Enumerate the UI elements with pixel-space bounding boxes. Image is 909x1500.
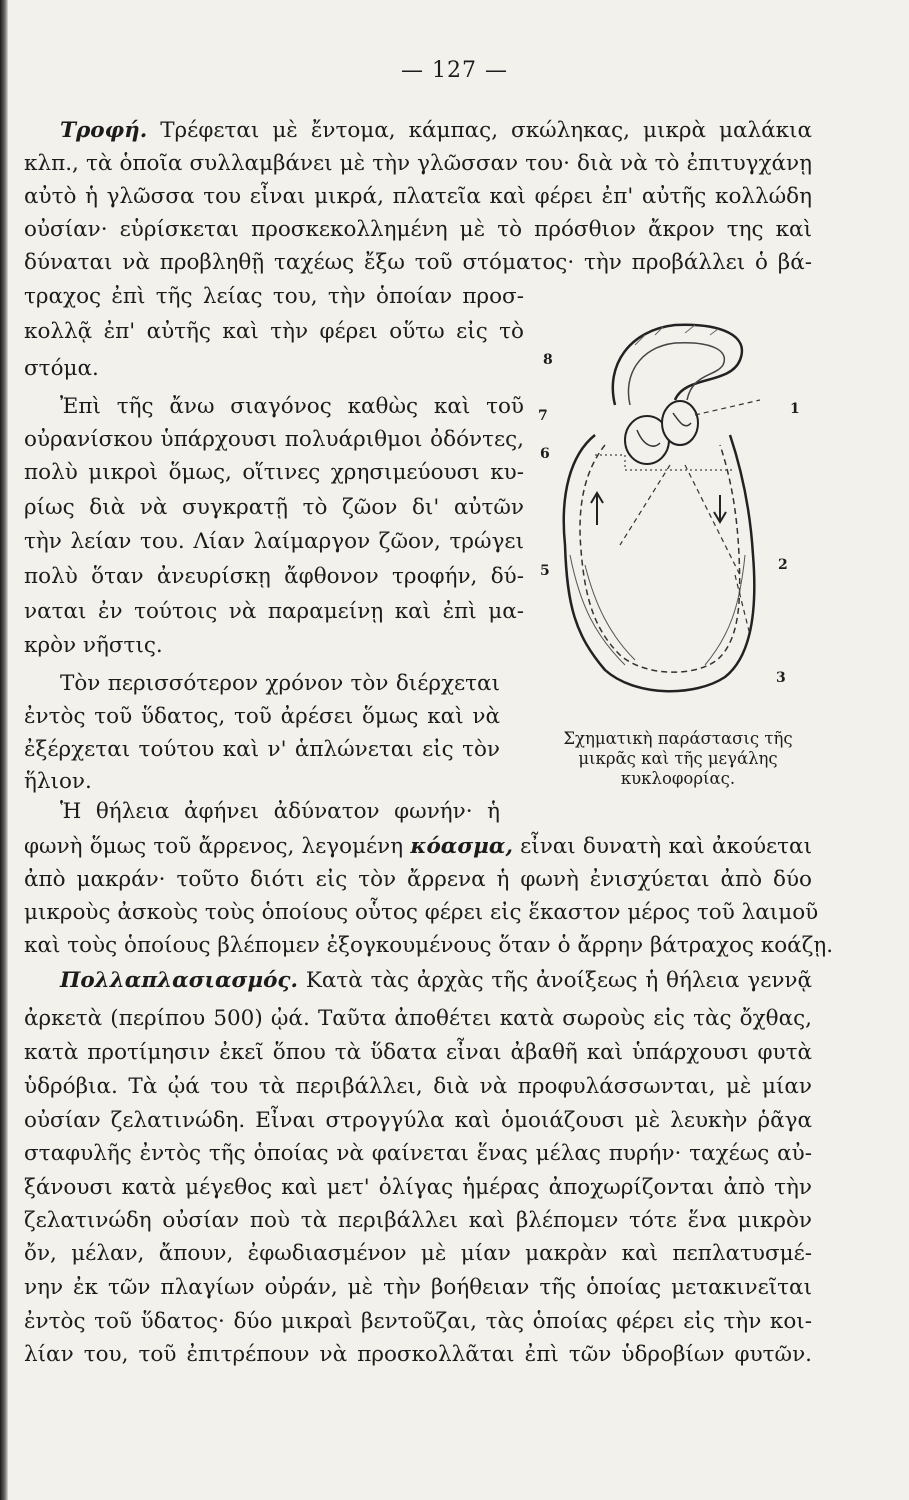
para4-line-1-text-b: εἶναι δυνατὴ καὶ ἀκούεται [512, 834, 813, 859]
page-number: — 127 — [401, 58, 508, 83]
para5-line-8: ὄν, μέλαν, ἄπουν, ἐφωδιασμένον μὲ μίαν μακρὰν καὶ πεπλατυσμέ- [24, 1241, 812, 1266]
flow-arrows [591, 493, 726, 525]
figure-label-2: 2 [778, 557, 788, 573]
page-edge [0, 0, 8, 1500]
para5-first-line-text: Κατὰ τὰς ἀρχὰς τῆς ἀνοίξεως ἡ θήλεια γεννᾷ [305, 968, 813, 993]
para4-line-0: Ἡ θήλεια ἀφήνει ἀδύνατον φωνήν· ἡ [60, 799, 500, 824]
para3-line-3: ἥλιον. [24, 769, 92, 794]
para2-line-4: τὴν λείαν του. Λίαν λαίμαργον ζῶον, τρώγει [24, 529, 524, 554]
para2-line-3: ρίως διὰ νὰ συγκρατῇ τὸ ζῶον δι' αὐτῶν [24, 495, 524, 520]
para2-line-2: πολὺ μικροὶ ὅμως, οἵτινες χρησιμεύουσι κυ- [24, 460, 524, 485]
para4-line-4: καὶ τοὺς ὁποίους βλέπομεν ἐξογκουμένους ὅταν ὁ ἄρρην βάτραχος κοάζῃ. [24, 933, 834, 958]
para2-line-1: οὐρανίσκου ὑπάρχουσι πολυάριθμοι ὀδόντες, [24, 427, 524, 452]
section-heading-pollaplasiasmos: Πολλαπλασιασμός. [60, 968, 299, 993]
systemic-loop-inner [580, 445, 740, 672]
para1-first-line-text: Τρέφεται μὲ ἔντομα, κάμπας, σκώληκας, μικρὰ μαλάκια [160, 118, 812, 143]
para5-line-11: λίαν του, τοῦ ἐπιτρέπουν νὰ προσκολλᾶται ἐπὶ τῶν ὑδροβίων φυτῶν. [24, 1342, 812, 1367]
figure-label-6: 6 [540, 446, 550, 462]
para3-line-1: ἐντὸς τοῦ ὕδατος, τοῦ ἀρέσει ὅμως καὶ νὰ [24, 704, 500, 729]
para5-line-4: οὐσίαν ζελατινώδη. Εἶναι στρογγύλα καὶ ὁμοιάζουσι μὲ λευκὴν ῥᾶγα [24, 1108, 812, 1133]
systemic-loop-hatch [570, 555, 745, 665]
para2-line-7: κρὸν νῆστις. [24, 633, 163, 658]
para2-line-5: πολὺ ὅταν ἀνευρίσκῃ ἄφθονον τροφήν, δύ- [24, 564, 524, 589]
inner-circuit [595, 455, 735, 470]
para5-line-7: ζελατινώδη οὐσίαν ποὺ τὰ περιβάλλει καὶ βλέπομεν τότε ἕνα μικρὸν [24, 1208, 812, 1233]
para4-line-2: ἀπὸ μακράν· τοῦτο διότι εἰς τὸν ἄρρενα ἡ φωνὴ ἐνισχύεται ἀπὸ δύο [24, 867, 812, 892]
figure-label-3: 3 [776, 670, 786, 686]
para4-line-1 [24, 833, 812, 861]
para2-line-6: ναται ἐν τούτοις νὰ παραμείνῃ καὶ ἐπὶ μα- [24, 599, 524, 624]
figure-caption-line-1: μικρᾶς καὶ τῆς μεγάλης [578, 749, 778, 768]
systemic-loop [564, 435, 755, 691]
para5-line-2: κατὰ προτίμησιν ἐκεῖ ὅπου τὰ ὕδατα εἶναι ἀβαθῆ καὶ ὑπάρχουσι φυτὰ [24, 1040, 812, 1065]
term-koasma: κόασμα, [410, 834, 513, 859]
para4-line-1-text-a: φωνὴ ὅμως τοῦ ἄρρενος, λεγομένη [24, 834, 411, 859]
figure-caption-line-0: Σχηματικὴ παράστασις τῆς [563, 729, 793, 748]
para1-line-4: δύναται νὰ προβληθῇ ταχέως ἔξω τοῦ στόματος· τὴν προβάλλει ὁ βά- [24, 250, 812, 275]
para4-line-3: μικροὺς ἀσκοὺς τοὺς ὁποίους οὗτος φέρει εἰς ἕκαστον μέρος τοῦ λαιμοῦ [24, 900, 819, 925]
para1-line-2: αὐτὸ ἡ γλῶσσα του εἶναι μικρά, πλατεῖα καὶ φέρει ἐπ' αὐτῆς κολλώδη [24, 184, 812, 209]
para5-line-3: ὑδρόβια. Τὰ ᾠά του τὰ περιβάλλει, διὰ νὰ προφυλάσσωνται, μὲ μίαν [24, 1074, 812, 1099]
figure-caption-line-2: κυκλοφορίας. [620, 769, 736, 788]
para5-line-0 [60, 967, 812, 995]
circulation-diagram [535, 305, 830, 725]
figure-label-8: 8 [543, 352, 553, 368]
para5-line-9: νην ἐκ τῶν πλαγίων οὐράν, μὲ τὴν βοήθειαν τῆς ὁποίας μετακινεῖται [24, 1275, 812, 1300]
para5-line-10: ἐντὸς τοῦ ὕδατος· δύο μικραὶ βεντοῦζαι, τὰς ὁποίας φέρει εἰς τὴν κοι- [24, 1309, 812, 1334]
para3-line-2: ἐξέρχεται τούτου καὶ ν' ἁπλώνεται εἰς τὸν [24, 737, 500, 762]
para5-line-6: ξάνουσι κατὰ μέγεθος καὶ μετ' ὀλίγας ἡμέρας ἀποχωρίζονται ἀπὸ τὴν [24, 1175, 812, 1200]
para3-line-0: Τὸν περισσότερον χρόνον τὸν διέρχεται [60, 671, 500, 696]
figure-label-1: 1 [790, 401, 800, 417]
pulmonary-loop-hatch [635, 325, 718, 345]
figure-label-5: 5 [540, 563, 550, 579]
figure-label-7: 7 [538, 408, 548, 424]
para1-line-3: οὐσίαν· εὑρίσκεται προσκεκολλημένη μὲ τὸ πρόσθιον ἄκρον της καὶ [24, 217, 812, 242]
para2-line-0: Ἐπὶ τῆς ἄνω σιαγόνος καθὼς καὶ τοῦ [60, 394, 524, 419]
para5-line-1: ἀρκετὰ (περίπου 500) ᾠά. Ταῦτα ἀποθέτει κατὰ σωροὺς εἰς τὰς ὄχθας, [24, 1006, 812, 1031]
section-heading-trofi: Τροφή. [60, 118, 148, 143]
para1-line-7: στόμα. [24, 356, 99, 381]
para1-line-6: κολλᾷ ἐπ' αὐτῆς καὶ τὴν φέρει οὕτω εἰς τὸ [24, 319, 524, 344]
para5-line-5: σταφυλῆς ἐντὸς τῆς ὁποίας νὰ φαίνεται ἕνας μέλας πυρήν· ταχέως αὐ- [24, 1141, 812, 1166]
para1-line-1: κλπ., τὰ ὁποῖα συλλαμβάνει μὲ τὴν γλῶσσαν του· διὰ νὰ τὸ ἐπιτυγχάνῃ [24, 151, 812, 176]
para1-line-5: τραχος ἐπὶ τῆς λείας του, τὴν ὁποίαν προσ- [24, 284, 524, 309]
para1-line-0 [60, 117, 812, 145]
